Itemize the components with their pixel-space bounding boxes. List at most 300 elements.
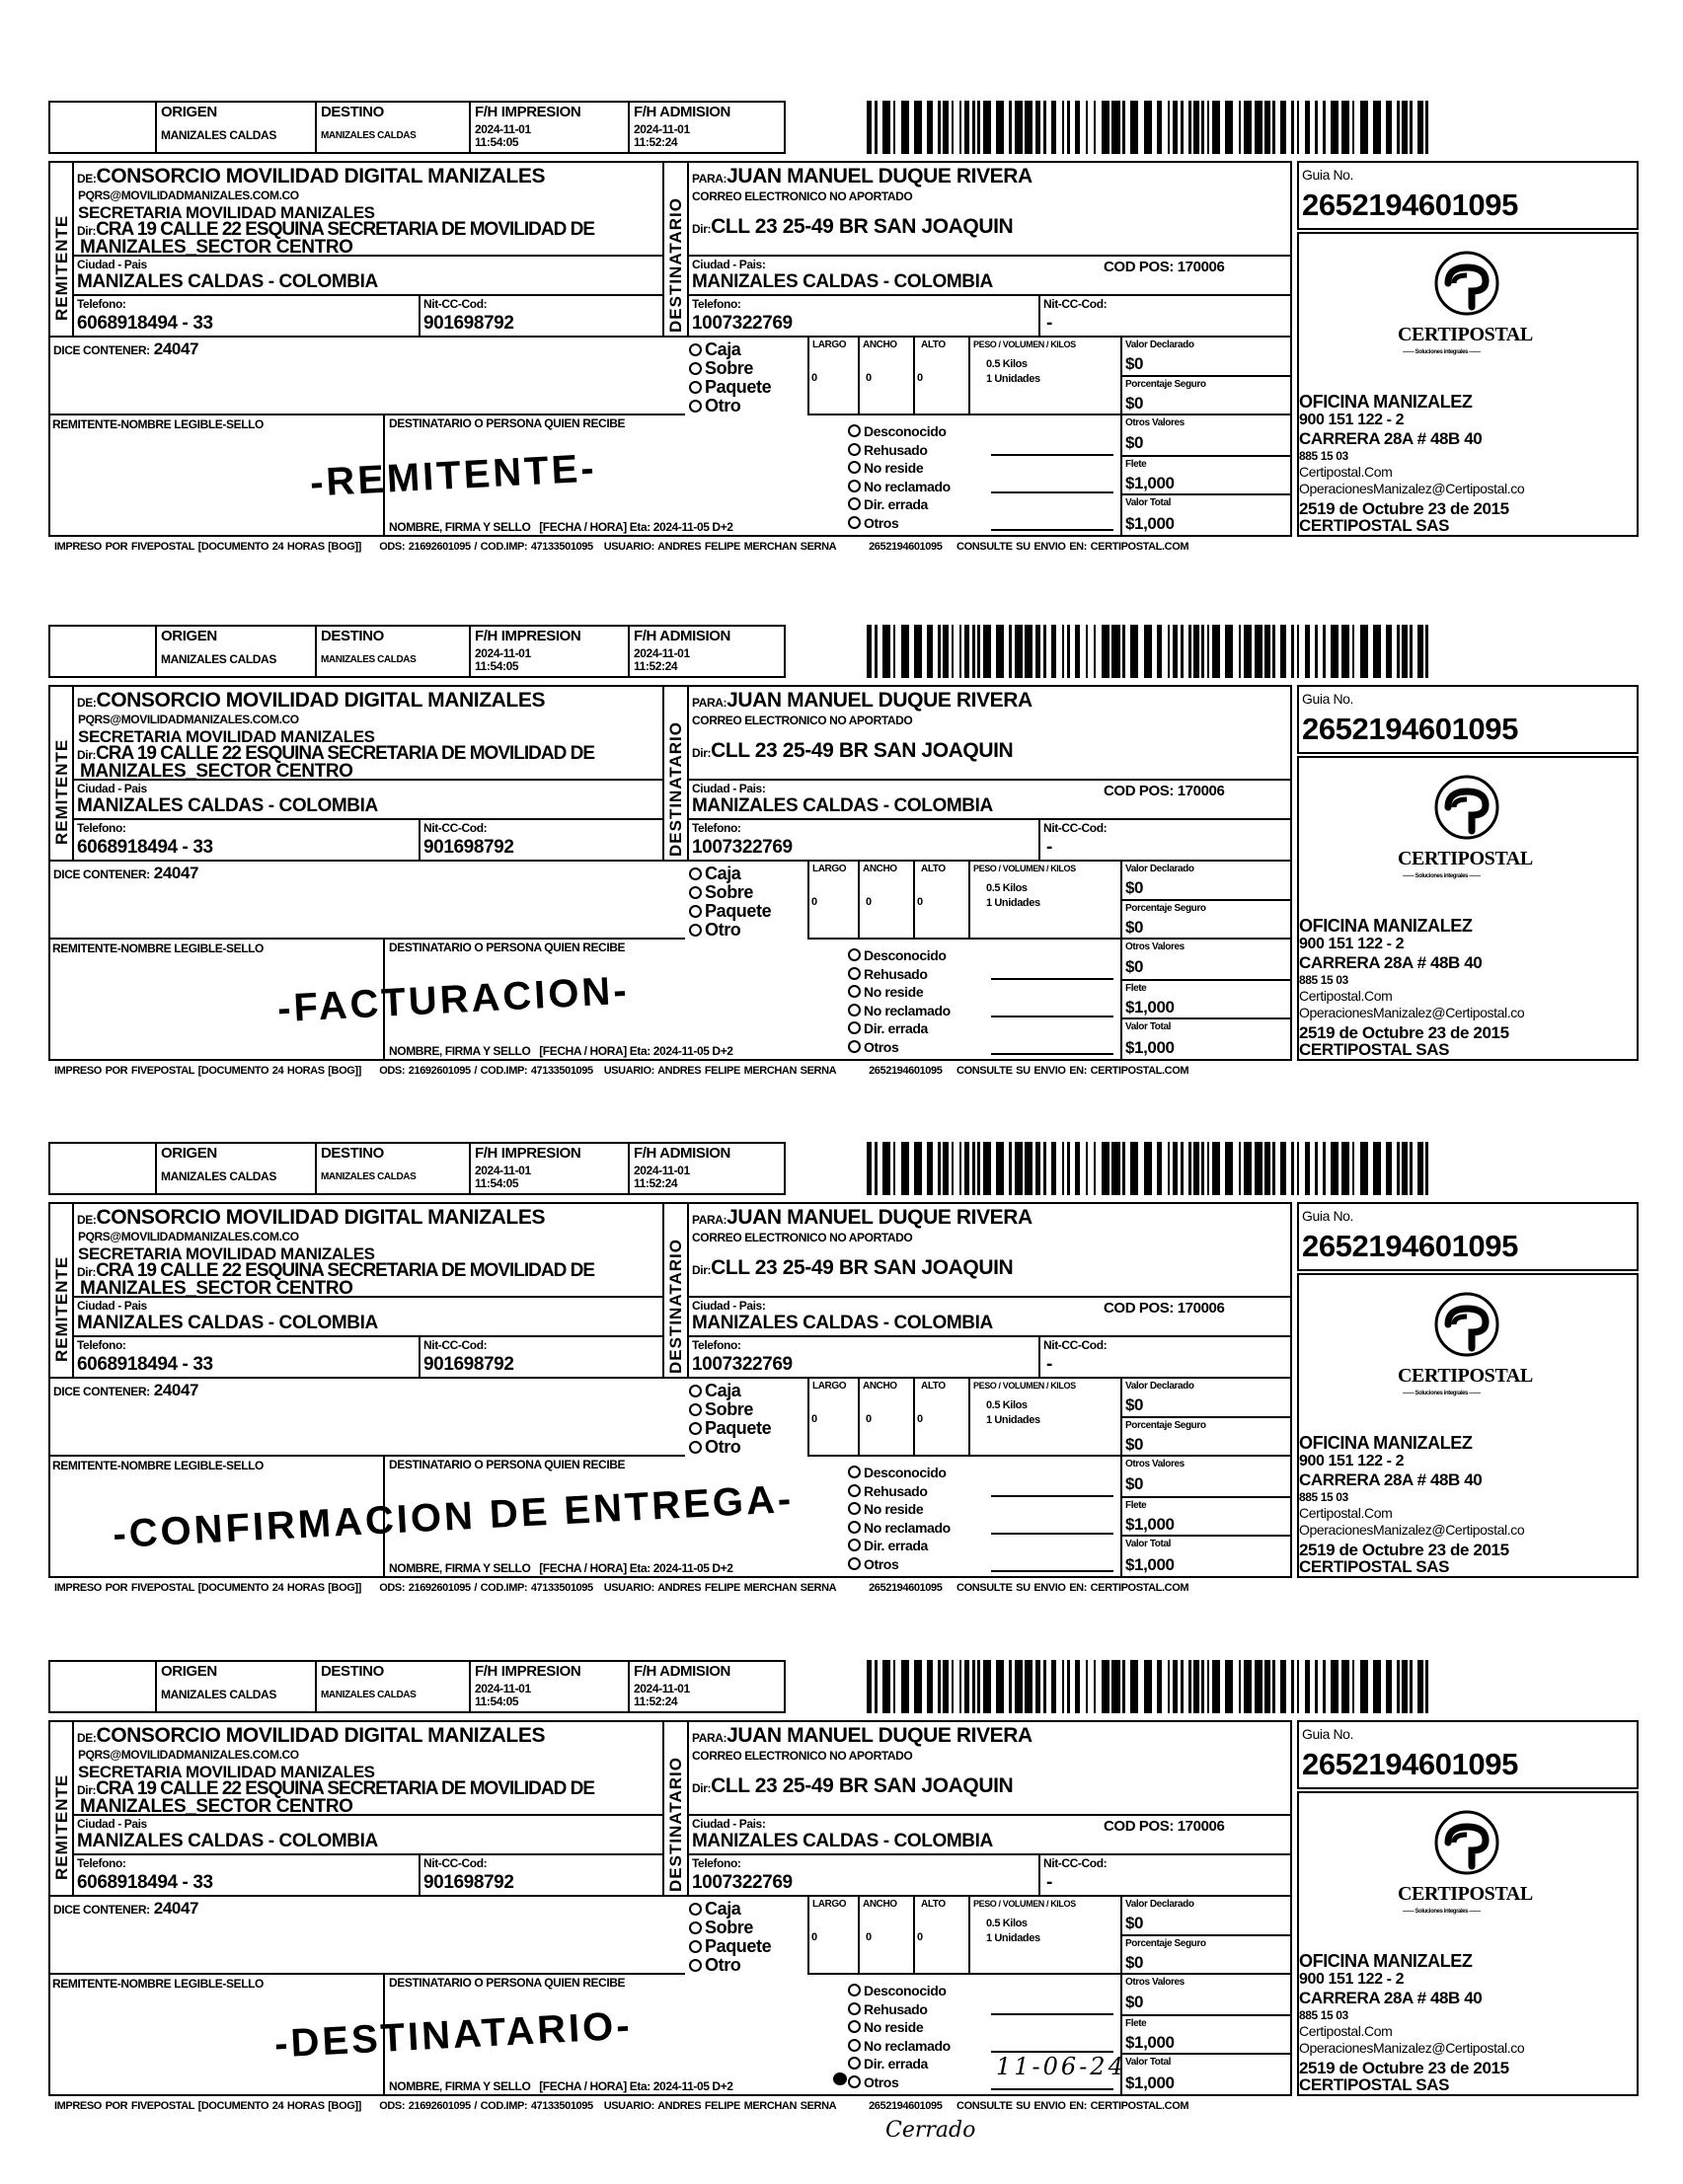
motivo-rehusado[interactable]: Rehusado [848,965,951,984]
tipo-paquete[interactable]: Paquete [689,378,771,397]
dice-label: DICE CONTENER: [53,867,150,881]
remitente-dir-1: CRA 19 CALLE 22 ESQUINA SECRETARIA DE MOVILIDAD DE [96,1260,595,1281]
valor-total-box [1120,1535,1292,1578]
motivo-rehusado[interactable]: Rehusado [848,441,951,460]
impresion-label: F/H IMPRESION [475,628,581,644]
destinatario-ciudad-box [687,1814,1292,1855]
motivo-rehusado[interactable]: Rehusado [848,2000,951,2019]
destinatario-email: CORREO ELECTRONICO NO APORTADO [692,714,913,727]
remitente-nit-box [419,1335,664,1379]
origen-cell [155,1142,317,1195]
tel-label: Telefono: [77,1856,126,1870]
origen-label: ORIGEN [161,628,217,644]
admision-time: 11:52:24 [634,659,678,673]
barcode-bar [1144,1660,1152,1713]
tel-label: Telefono: [692,297,741,311]
otros-valores-label: Otros Valores [1125,1977,1185,1988]
barcode-bar [1102,1142,1109,1195]
barcode-bar [1255,1142,1262,1195]
destinatario-email: CORREO ELECTRONICO NO APORTADO [692,1231,913,1244]
remitente-name: CONSORCIO MOVILIDAD DIGITAL MANIZALES [96,165,546,188]
radio-icon [689,1422,702,1435]
tipo-paquete[interactable]: Paquete [689,1419,771,1438]
guia-box [1297,1202,1639,1271]
motivo-no-reclamado[interactable]: No reclamado [848,1002,951,1020]
barcode-bar [1244,1142,1252,1195]
ancho-value: 0 [866,372,872,384]
radio-icon [689,1441,702,1454]
destinatario-ciudad: MANIZALES CALDAS - COLOMBIA [692,1313,993,1333]
barcode-bar [882,625,890,678]
oficina: OFICINA MANIZALEZ [1299,1951,1473,1971]
label-footer: IMPRESO POR FIVEPOSTAL [DOCUMENTO 24 HORAS [BOG]] ODS: 21692601095 / COD.IMP: 47133501095 USUARIO: ANDRES FELIPE MERCHAN SERNA 2652194601095 CONSULTE SU ENVIO EN: CERTIPOSTAL.COM [54,1582,1189,1594]
largo-value: 0 [811,372,817,384]
nit-label: Nit-CC-Cod: [423,1338,488,1352]
barcode-bar [914,101,922,154]
impresion-cell [469,1660,630,1713]
empresa-email[interactable]: OperacionesManizalez@Certipostal.co [1299,481,1525,496]
radio-icon [848,1466,861,1478]
fill-line [991,978,1113,980]
origen-label: ORIGEN [161,1145,217,1162]
ciudad-label: Ciudad - Pais: [692,1299,766,1313]
barcode-bar [1255,625,1262,678]
motivo-no-reside[interactable]: No reside [848,983,951,1002]
barcode [867,1660,1434,1713]
dir-label: Dir: [692,1263,712,1277]
ancho-box [858,860,915,940]
dice-label: DICE CONTENER: [53,1385,150,1398]
de-label: DE: [77,1213,97,1227]
dice-label: DICE CONTENER: [53,343,150,357]
motivo-no-reside[interactable]: No reside [848,1500,951,1519]
destino-cell [315,1660,471,1713]
impresion-date: 2024-11-01 [475,1164,531,1177]
largo-label: LARGO [812,864,847,874]
remitente-dir-2: MANIZALES_SECTOR CENTRO [80,237,353,257]
barcode-bar [1428,1660,1433,1713]
largo-value: 0 [811,1413,817,1425]
tipo-envio-options [689,1900,771,1975]
barcode-bar [1225,101,1233,154]
remitente-tel-box [72,1853,421,1897]
empresa-web[interactable]: Certipostal.Com [1299,988,1393,1004]
empresa-dir: CARRERA 28A # 48B 40 [1299,953,1483,972]
motivo-dir-errada[interactable]: Dir. errada [848,2055,951,2073]
motivo-desconocido[interactable]: Desconocido [848,1982,951,2000]
certipostal-brand: CERTIPOSTAL [1398,1883,1533,1905]
motivo-no-reside[interactable]: No reside [848,459,951,478]
porcentaje-seguro-box [1120,375,1292,415]
barcode-bar [1225,1142,1233,1195]
destinatario-firma-label: DESTINATARIO O PERSONA QUIEN RECIBE [389,1458,626,1471]
tipo-caja[interactable]: Caja [689,1382,771,1400]
oficina: OFICINA MANIZALEZ [1299,916,1473,936]
remitente-strip [48,1720,74,1897]
barcode-bar [1025,1660,1033,1713]
remitente-email: PQRS@MOVILIDADMANIZALES.COM.CO [78,1230,299,1243]
empresa-email[interactable]: OperacionesManizalez@Certipostal.co [1299,1005,1525,1020]
tipo-sobre[interactable]: Sobre [689,359,771,378]
fill-line [991,491,1113,493]
resolucion: 2519 de Octubre 23 de 2015 [1299,499,1509,518]
otros-valores: $0 [1125,957,1144,976]
destinatario-tel: 1007322769 [692,837,793,858]
barcode-bar [1102,101,1109,154]
cod-pos: COD POS: 170006 [1104,1300,1225,1317]
dice-value: 24047 [153,1381,199,1399]
motivo-rehusado[interactable]: Rehusado [848,1482,951,1501]
barcode-bar [996,1660,1004,1713]
motivo-desconocido[interactable]: Desconocido [848,422,951,441]
barcode [867,101,1434,154]
tipo-otro[interactable]: Otro [689,921,771,940]
destino-value: MANIZALES CALDAS [321,1690,417,1700]
valor-total-box [1120,1017,1292,1061]
ancho-label: ANCHO [863,1381,897,1392]
destino-cell [315,101,471,154]
flete-value: $1,000 [1125,1515,1175,1534]
radio-icon [689,381,702,394]
barcode-bar [1360,1142,1368,1195]
origen-cell [155,101,317,154]
oficina: OFICINA MANIZALEZ [1299,392,1473,412]
copy-stamp: -DESTINATARIO- [272,2003,634,2067]
peso-label: PESO / VOLUMEN / KILOS [973,339,1076,349]
empresa-email[interactable]: OperacionesManizalez@Certipostal.co [1299,2040,1525,2056]
remitente-firma-label: REMITENTE-NOMBRE LEGIBLE-SELLO [52,1977,264,1991]
certipostal-logo-icon [1432,1807,1501,1878]
valor-total-box [1120,2053,1292,2096]
certipostal-tagline: —— Soluciones integrales —— [1403,349,1481,355]
porcentaje-seguro: $0 [1125,1953,1144,1972]
fill-line [991,454,1113,456]
barcode-bar [1360,625,1368,678]
certipostal-tagline: —— Soluciones integrales —— [1403,873,1481,879]
valor-declarado-box [1120,336,1292,377]
valor-total-label: Valor Total [1125,1021,1171,1032]
destinatario-ciudad: MANIZALES CALDAS - COLOMBIA [692,1831,993,1851]
barcode-bar [996,625,1004,678]
motivo-no-reclamado[interactable]: No reclamado [848,2037,951,2056]
label-footer: IMPRESO POR FIVEPOSTAL [DOCUMENTO 24 HORAS [BOG]] ODS: 21692601095 / COD.IMP: 47133501095 USUARIO: ANDRES FELIPE MERCHAN SERNA 2652194601095 CONSULTE SU ENVIO EN: CERTIPOSTAL.COM [54,2100,1189,2112]
destino-value: MANIZALES CALDAS [321,1171,417,1182]
flete-value: $1,000 [1125,998,1175,1017]
barcode-bar [1025,625,1033,678]
destinatario-tel: 1007322769 [692,1354,793,1375]
fill-line [991,1533,1113,1535]
barcode-bar [983,1142,991,1195]
motivos-devolucion [848,1982,951,2092]
ancho-box [858,336,915,415]
motivo-no-reclamado[interactable]: No reclamado [848,478,951,496]
radio-icon [848,1502,861,1515]
alto-box [913,1377,970,1457]
radio-icon [848,1021,861,1034]
motivo-otros[interactable]: Otros [848,514,951,533]
otros-valores-label: Otros Valores [1125,1459,1185,1469]
remitente-ciudad-box [72,1814,664,1855]
barcode-bar [1341,625,1349,678]
destinatario-ciudad-box [687,779,1292,820]
fill-line [991,529,1113,531]
alto-box [913,336,970,415]
tipo-caja[interactable]: Caja [689,1900,771,1919]
remitente-nit: 901698792 [423,1872,514,1893]
empresa-nombre: CERTIPOSTAL SAS [1299,1557,1450,1576]
empresa-tel: 885 15 03 [1299,449,1348,463]
porcentaje-seguro-label: Porcentaje Seguro [1125,903,1206,914]
tipo-envio-options [689,1382,771,1457]
shipping-label-copy [48,625,1639,1089]
cod-pos: COD POS: 170006 [1104,783,1225,799]
unidades-value: 1 Unidades [986,1414,1040,1426]
motivo-dir-errada[interactable]: Dir. errada [848,1537,951,1555]
copy-stamp: -CONFIRMACION DE ENTREGA- [111,1476,795,1557]
guia-box [1297,1720,1639,1789]
barcode-bar [1360,1660,1368,1713]
destinatario-address-box [687,1720,1292,1816]
oficina: OFICINA MANIZALEZ [1299,1433,1473,1453]
tipo-sobre[interactable]: Sobre [689,1400,771,1419]
ciudad-label: Ciudad - Pais [77,1817,147,1831]
tipo-sobre[interactable]: Sobre [689,1919,771,1937]
motivo-desconocido[interactable]: Desconocido [848,946,951,965]
barcode-bar [1373,101,1381,154]
impresion-label: F/H IMPRESION [475,1145,581,1162]
peso-value: 0.5 Kilos [986,1918,1028,1929]
empresa-tel: 885 15 03 [1299,973,1348,987]
radio-icon [689,1403,702,1416]
barcode-bar [1111,1142,1119,1195]
remitente-tel: 6068918494 - 33 [77,837,213,858]
valor-total-label: Valor Total [1125,2057,1171,2068]
destinatario-strip [662,1720,689,1897]
barcode-bar [1130,1660,1138,1713]
barcode-bar [1341,1660,1349,1713]
remitente-dept: SECRETARIA MOVILIDAD MANIZALES [78,1244,375,1263]
certipostal-brand: CERTIPOSTAL [1398,324,1533,345]
ancho-box [858,1895,915,1975]
radio-icon [848,2075,861,2088]
para-label: PARA: [692,696,727,710]
flete-box [1120,2014,1292,2055]
cod-pos: COD POS: 170006 [1104,1818,1225,1835]
barcode-bar [1025,1142,1033,1195]
porcentaje-seguro: $0 [1125,394,1144,413]
alto-label: ALTO [921,864,946,874]
destinatario-nit: - [1046,1354,1052,1375]
barcode-bar [1373,1660,1381,1713]
resolucion: 2519 de Octubre 23 de 2015 [1299,1541,1509,1559]
radio-icon [848,443,861,456]
impresion-time: 11:54:05 [475,135,519,149]
tel-label: Telefono: [77,821,126,835]
blank-cell [48,625,157,678]
flete-label: Flete [1125,1500,1147,1511]
remitente-tel-box [72,294,421,338]
origen-value: MANIZALES CALDAS [161,652,276,666]
barcode-bar [1212,1142,1220,1195]
barcode-bar [1341,101,1349,154]
cod-pos: COD POS: 170006 [1104,259,1225,275]
radio-icon [848,967,861,980]
otros-valores-box [1120,1455,1292,1498]
motivo-otros[interactable]: Otros [848,1038,951,1057]
ink-mark [833,2072,847,2085]
tel-label: Telefono: [692,1856,741,1870]
firma-footer: NOMBRE, FIRMA Y SELLO [FECHA / HORA] Eta: 2024-11-05 D+2 [389,2079,733,2093]
valor-total-label: Valor Total [1125,1539,1171,1549]
remitente-name: CONSORCIO MOVILIDAD DIGITAL MANIZALES [96,1206,546,1229]
handwritten-date: 11-06-24 [996,2053,1126,2080]
destinatario-tel-box [687,1853,1040,1897]
admision-time: 11:52:24 [634,135,678,149]
tipo-otro[interactable]: Otro [689,1956,771,1975]
barcode [867,1142,1434,1195]
tipo-caja[interactable]: Caja [689,340,771,359]
destinatario-ciudad: MANIZALES CALDAS - COLOMBIA [692,271,993,292]
shipping-label-copy [48,101,1639,565]
empresa-box [1297,1791,1639,2096]
motivo-no-reclamado[interactable]: No reclamado [848,1519,951,1538]
impresion-date: 2024-11-01 [475,122,531,136]
destinatario-strip [662,161,689,338]
barcode-bar [983,101,991,154]
destinatario-name: JUAN MANUEL DUQUE RIVERA [727,1206,1033,1229]
barcode-bar [1111,101,1119,154]
barcode-bar [1331,101,1339,154]
para-label: PARA: [692,1731,727,1745]
remitente-strip [48,1202,74,1379]
destinatario-side-label: DESTINATARIO [666,197,685,333]
barcode-bar [1373,1142,1381,1195]
barcode-bar [1212,101,1220,154]
remitente-ciudad-box [72,1296,664,1337]
guia-label: Guia No. [1302,1726,1354,1742]
guia-label: Guia No. [1302,691,1354,707]
destinatario-name: JUAN MANUEL DUQUE RIVERA [727,689,1033,712]
label-footer: IMPRESO POR FIVEPOSTAL [DOCUMENTO 24 HORAS [BOG]] ODS: 21692601095 / COD.IMP: 47133501095 USUARIO: ANDRES FELIPE MERCHAN SERNA 2652194601095 CONSULTE SU ENVIO EN: CERTIPOSTAL.COM [54,1065,1189,1077]
motivo-otros[interactable]: Otros [848,1555,951,1574]
admision-label: F/H ADMISION [634,1145,730,1162]
barcode-bar [882,1660,890,1713]
motivo-otros[interactable]: Otros [848,2073,951,2092]
remitente-dir-2: MANIZALES_SECTOR CENTRO [80,1278,353,1298]
destinatario-tel-box [687,294,1040,338]
tipo-paquete[interactable]: Paquete [689,1937,771,1956]
destino-value: MANIZALES CALDAS [321,130,417,141]
motivo-desconocido[interactable]: Desconocido [848,1464,951,1482]
barcode-bar [1428,101,1433,154]
motivos-devolucion [848,422,951,533]
impresion-time: 11:54:05 [475,659,519,673]
ancho-box [858,1377,915,1457]
barcode-bar [1130,1142,1138,1195]
peso-value: 0.5 Kilos [986,358,1028,370]
firma-footer: NOMBRE, FIRMA Y SELLO [FECHA / HORA] Eta: 2024-11-05 D+2 [389,1044,733,1058]
valor-declarado-label: Valor Declarado [1125,1899,1194,1910]
empresa-web[interactable]: Certipostal.Com [1299,2023,1393,2039]
valor-declarado-box [1120,1895,1292,1936]
ancho-label: ANCHO [863,339,897,350]
peso-value: 0.5 Kilos [986,1399,1028,1411]
empresa-box [1297,756,1639,1061]
valor-declarado-box [1120,1377,1292,1418]
barcode-bar [1015,1142,1023,1195]
radio-icon [689,343,702,356]
barcode-bar [1025,101,1033,154]
dice-contener-box [48,860,685,940]
remitente-tel: 6068918494 - 33 [77,1872,213,1893]
motivo-no-reside[interactable]: No reside [848,2018,951,2037]
certipostal-logo-icon [1432,772,1501,843]
barcode-bar [1111,625,1119,678]
label-footer: IMPRESO POR FIVEPOSTAL [DOCUMENTO 24 HORAS [BOG]] ODS: 21692601095 / COD.IMP: 47133501095 USUARIO: ANDRES FELIPE MERCHAN SERNA 2652194601095 CONSULTE SU ENVIO EN: CERTIPOSTAL.COM [54,541,1189,553]
destinatario-name: JUAN MANUEL DUQUE RIVERA [727,1724,1033,1747]
destinatario-firma-label: DESTINATARIO O PERSONA QUIEN RECIBE [389,416,626,430]
barcode-bar [1144,101,1152,154]
destino-value: MANIZALES CALDAS [321,654,417,665]
barcode-bar [1102,625,1109,678]
barcode-bar [882,101,890,154]
destinatario-firma-label: DESTINATARIO O PERSONA QUIEN RECIBE [389,941,626,954]
admision-time: 11:52:24 [634,1176,678,1190]
admision-cell [628,1660,786,1713]
remitente-firma-label: REMITENTE-NOMBRE LEGIBLE-SELLO [52,417,264,431]
blank-cell [48,1660,157,1713]
tipo-caja[interactable]: Caja [689,865,771,883]
dice-value: 24047 [153,864,199,882]
tel-label: Telefono: [692,1338,741,1352]
barcode-bar [1428,625,1433,678]
valor-declarado-label: Valor Declarado [1125,864,1194,874]
remitente-ciudad: MANIZALES CALDAS - COLOMBIA [77,271,378,292]
tipo-otro[interactable]: Otro [689,397,771,415]
valor-total-label: Valor Total [1125,497,1171,508]
motivo-dir-errada[interactable]: Dir. errada [848,495,951,514]
tipo-paquete[interactable]: Paquete [689,902,771,921]
dice-contener-box [48,336,685,415]
remitente-ciudad: MANIZALES CALDAS - COLOMBIA [77,795,378,816]
remitente-nit-box [419,1853,664,1897]
destinatario-dir: CLL 23 25-49 BR SAN JOAQUIN [711,739,1014,762]
destinatario-ciudad: MANIZALES CALDAS - COLOMBIA [692,795,993,816]
tipo-sobre[interactable]: Sobre [689,883,771,902]
barcode-bar [1331,1142,1339,1195]
ciudad-label: Ciudad - Pais [77,258,147,271]
remitente-address-box [72,1202,664,1298]
motivo-dir-errada[interactable]: Dir. errada [848,1019,951,1038]
barcode-bar [1102,1660,1109,1713]
remitente-ciudad: MANIZALES CALDAS - COLOMBIA [77,1313,378,1333]
empresa-nit: 900 151 122 - 2 [1299,412,1405,428]
guia-number: 2652194601095 [1302,188,1518,222]
radio-icon [848,985,861,998]
barcode [867,625,1434,678]
empresa-web[interactable]: Certipostal.Com [1299,464,1393,480]
remitente-dir-1: CRA 19 CALLE 22 ESQUINA SECRETARIA DE MOVILIDAD DE [96,219,595,240]
destinatario-firma-label: DESTINATARIO O PERSONA QUIEN RECIBE [389,1976,626,1990]
otros-valores: $0 [1125,1474,1144,1493]
peso-label: PESO / VOLUMEN / KILOS [973,1899,1076,1909]
empresa-email[interactable]: OperacionesManizalez@Certipostal.co [1299,1522,1525,1538]
barcode-bar [1130,625,1138,678]
valor-total: $1,000 [1125,2073,1175,2092]
tipo-otro[interactable]: Otro [689,1438,771,1457]
empresa-web[interactable]: Certipostal.Com [1299,1505,1393,1521]
valor-declarado: $0 [1125,1914,1144,1932]
